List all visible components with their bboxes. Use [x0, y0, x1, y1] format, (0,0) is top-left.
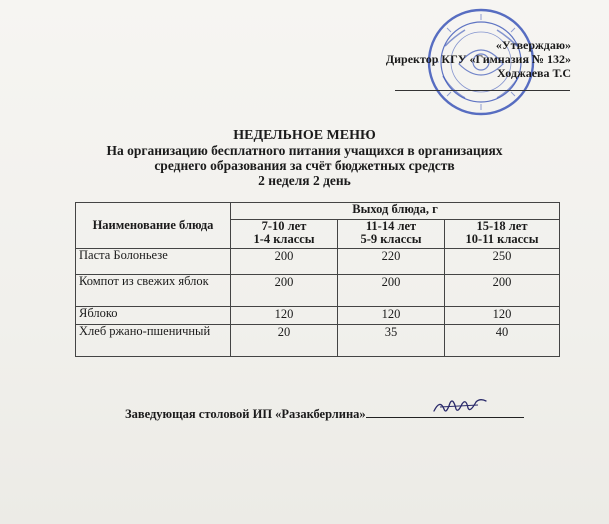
age-range: 11-14 лет	[365, 219, 417, 233]
grade-range: 1-4 классы	[253, 232, 315, 246]
age-range: 15-18 лет	[476, 219, 528, 233]
dish-name: Яблоко	[76, 307, 231, 325]
grade-range: 5-9 классы	[360, 232, 422, 246]
dish-output-value: 120	[231, 307, 338, 325]
menu-table	[75, 202, 560, 357]
director-title: Директор КГУ «Гимназия № 132»	[385, 52, 571, 66]
age-group-header	[338, 220, 445, 249]
column-header-name: Наименование блюда	[76, 203, 231, 249]
table-row	[76, 275, 560, 307]
handwritten-signature-icon	[430, 395, 490, 417]
director-name: Ходжаева Т.С	[497, 66, 571, 80]
dish-output-value: 35	[338, 325, 445, 357]
age-range: 7-10 лет	[261, 219, 307, 233]
dish-output-value: 250	[445, 249, 560, 275]
subtitle-line-1: На организацию бесплатного питания учащихся в организациях	[106, 143, 503, 158]
column-header-output: Выход блюда, г	[231, 203, 560, 220]
dish-output-value: 120	[445, 307, 560, 325]
dish-output-value: 200	[445, 275, 560, 307]
dish-output-value: 220	[338, 249, 445, 275]
week-day-label: 2 неделя 2 день	[258, 173, 351, 188]
page-title: НЕДЕЛЬНОЕ МЕНЮ	[233, 128, 376, 143]
table-row	[76, 325, 560, 357]
dish-output-value: 120	[338, 307, 445, 325]
dish-name: Компот из свежих яблок	[76, 275, 231, 307]
menu-header	[0, 128, 609, 188]
dish-output-value: 40	[445, 325, 560, 357]
dish-name: Хлеб ржано-пшеничный	[76, 325, 231, 357]
canteen-manager-label: Заведующая столовой ИП «Разакберлина»	[125, 407, 366, 421]
age-group-header	[445, 220, 560, 249]
dish-output-value: 200	[231, 249, 338, 275]
dish-output-value: 200	[231, 275, 338, 307]
dish-name: Паста Болоньезе	[76, 249, 231, 275]
dish-output-value: 200	[338, 275, 445, 307]
dish-output-value: 20	[231, 325, 338, 357]
table-row	[76, 249, 560, 275]
approval-underline	[395, 90, 570, 91]
subtitle-line-2: среднего образования за счёт бюджетных средств	[154, 158, 455, 173]
approval-block	[386, 38, 571, 80]
age-group-header	[231, 220, 338, 249]
grade-range: 10-11 классы	[465, 232, 539, 246]
table-row	[76, 307, 560, 325]
approval-title: «Утверждаю»	[495, 38, 571, 52]
